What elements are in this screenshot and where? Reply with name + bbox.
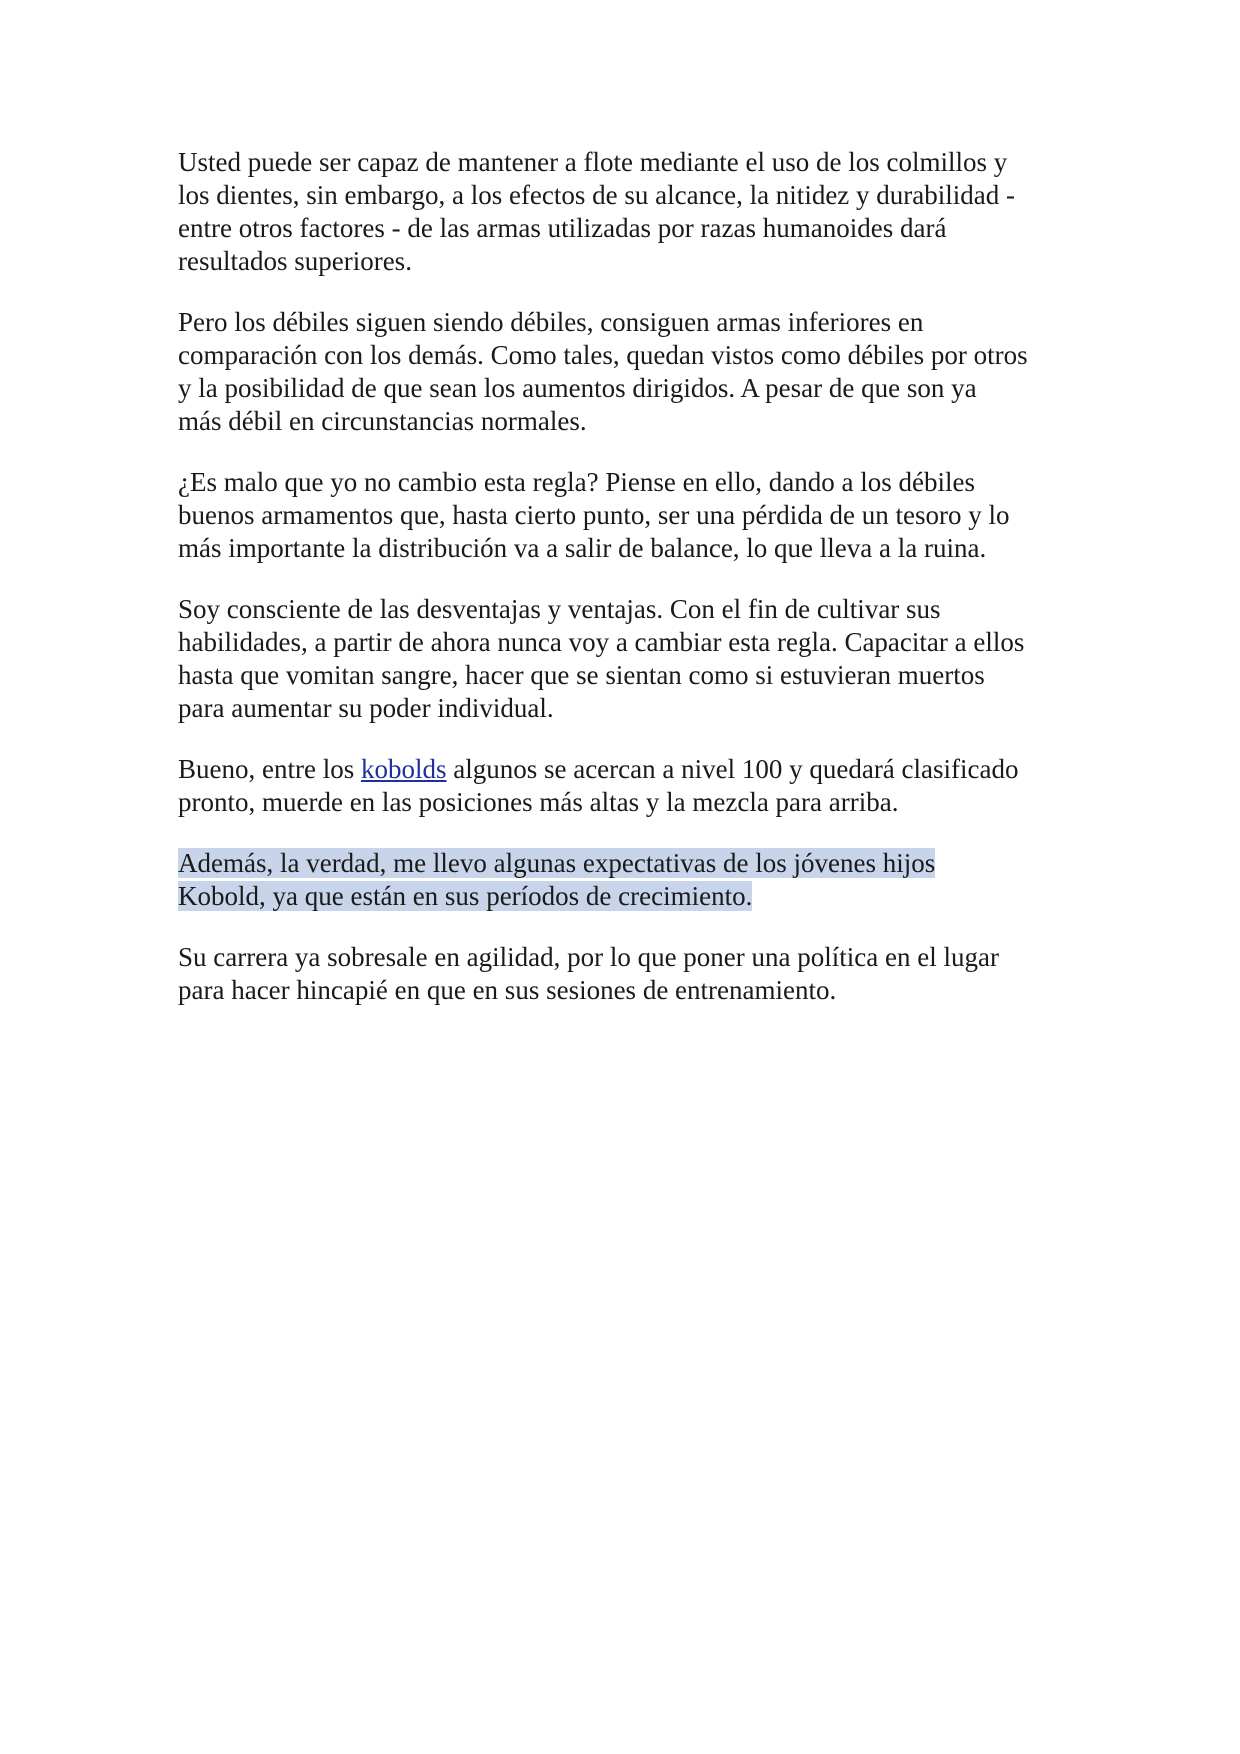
paragraph-line: buenos armamentos que, hasta cierto punto, ser una pérdida de un tesoro y lo <box>178 500 1010 530</box>
paragraph-line: Pero los débiles siguen siendo débiles, consiguen armas inferiores en <box>178 307 924 337</box>
paragraph-text: Bueno, entre los <box>178 754 361 784</box>
paragraph-line: Soy consciente de las desventajas y ventajas. Con el fin de cultivar sus <box>178 594 941 624</box>
paragraph-line: entre otros factores - de las armas utilizadas por razas humanoides dará <box>178 213 947 243</box>
paragraph-2 <box>178 306 1078 438</box>
highlighted-text[interactable]: Kobold, ya que están en sus períodos de crecimiento. <box>178 881 753 911</box>
paragraph-line: habilidades, a partir de ahora nunca voy a cambiar esta regla. Capacitar a ellos <box>178 627 1025 657</box>
paragraph-line: para hacer hincapié en que en sus sesiones de entrenamiento. <box>178 975 837 1005</box>
paragraph-7 <box>178 941 1078 1007</box>
paragraph-line: más importante la distribución va a salir de balance, lo que lleva a la ruina. <box>178 533 987 563</box>
paragraph-line: Su carrera ya sobresale en agilidad, por lo que poner una política en el lugar <box>178 942 999 972</box>
highlighted-paragraph <box>178 847 1078 913</box>
document-body <box>178 146 1078 1035</box>
paragraph-line: Usted puede ser capaz de mantener a flote mediante el uso de los colmillos y <box>178 147 1008 177</box>
paragraph-line <box>178 753 1078 786</box>
paragraph-line: ¿Es malo que yo no cambio esta regla? Piense en ello, dando a los débiles <box>178 467 976 497</box>
paragraph-line: y la posibilidad de que sean los aumentos dirigidos. A pesar de que son ya <box>178 373 977 403</box>
kobolds-link[interactable]: kobolds <box>360 754 447 784</box>
paragraph-text: algunos se acercan a nivel 100 y quedará clasificado <box>446 754 1019 784</box>
paragraph-1 <box>178 146 1078 278</box>
paragraph-line: los dientes, sin embargo, a los efectos de su alcance, la nitidez y durabilidad - <box>178 180 1015 210</box>
paragraph-line: comparación con los demás. Como tales, quedan vistos como débiles por otros <box>178 340 1028 370</box>
paragraph-line <box>178 880 1078 913</box>
paragraph-5 <box>178 753 1078 819</box>
highlighted-text[interactable]: Además, la verdad, me llevo algunas expectativas de los jóvenes hijos <box>178 848 936 878</box>
paragraph-line: resultados superiores. <box>178 246 412 276</box>
paragraph-line: para aumentar su poder individual. <box>178 693 554 723</box>
paragraph-4 <box>178 593 1078 725</box>
paragraph-3 <box>178 466 1078 565</box>
paragraph-line: hasta que vomitan sangre, hacer que se sientan como si estuvieran muertos <box>178 660 985 690</box>
paragraph-line: pronto, muerde en las posiciones más altas y la mezcla para arriba. <box>178 787 899 817</box>
paragraph-line <box>178 847 1078 880</box>
paragraph-line: más débil en circunstancias normales. <box>178 406 587 436</box>
